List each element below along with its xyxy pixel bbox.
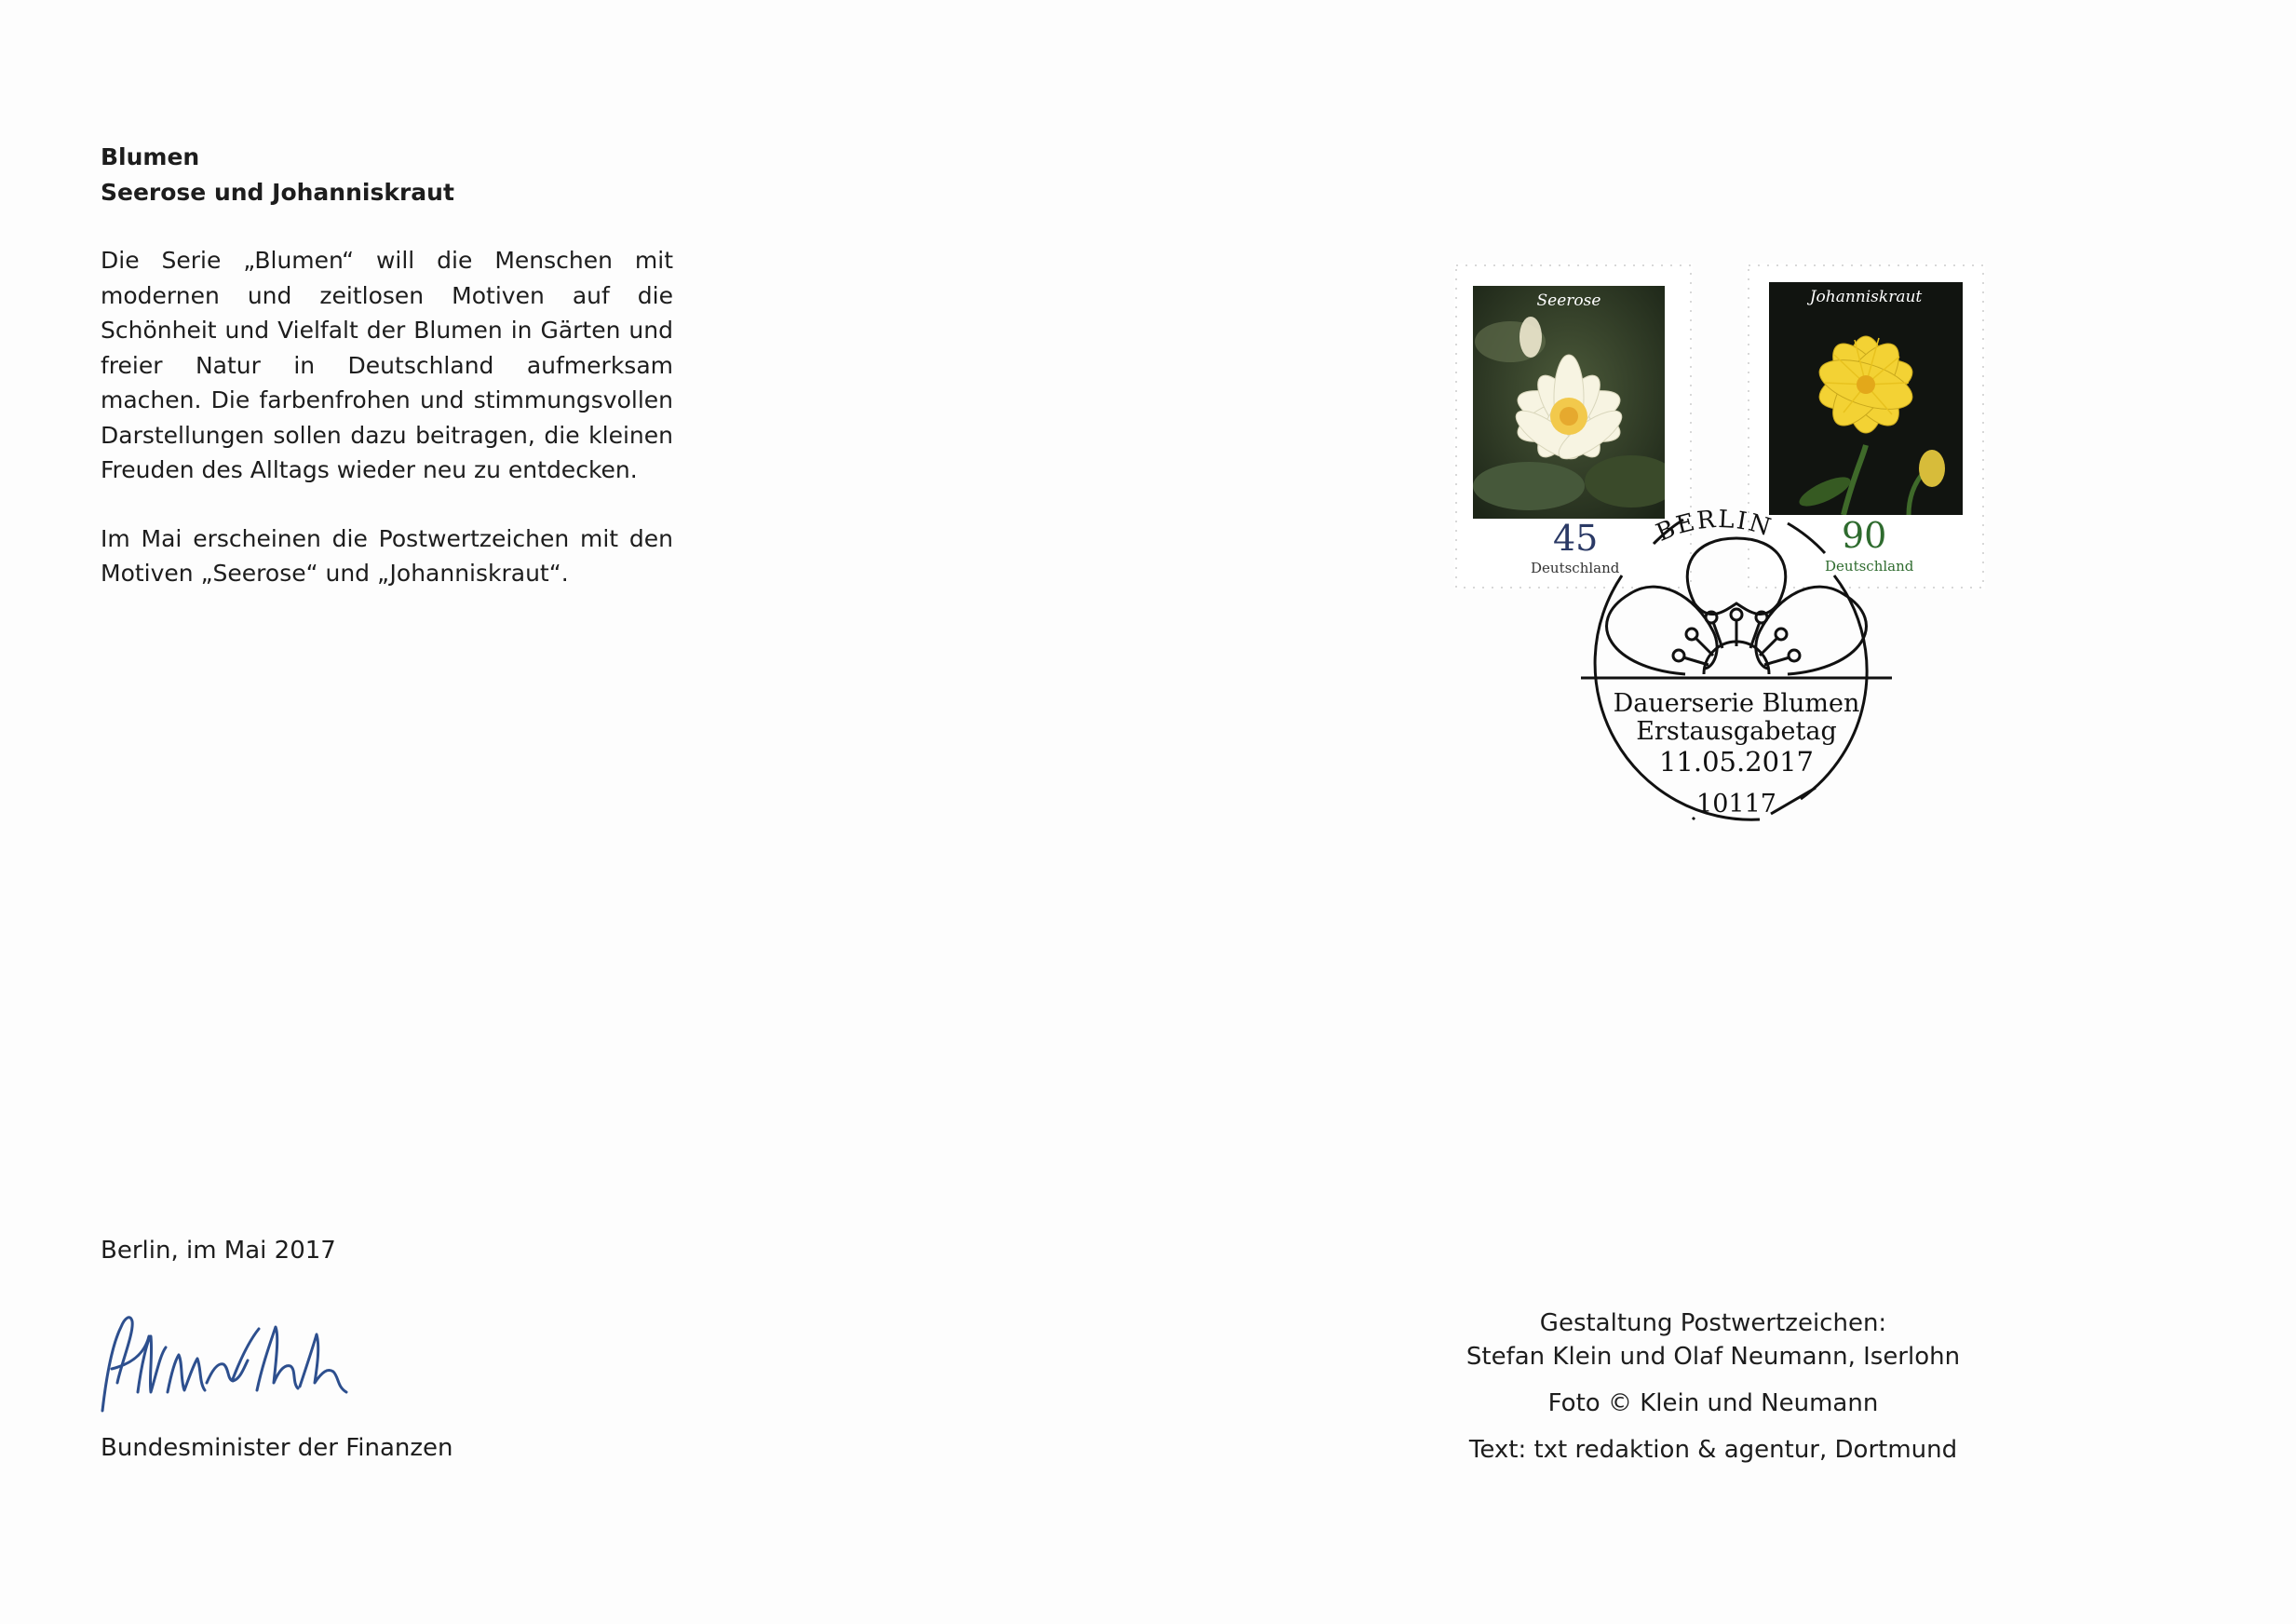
signature-image — [93, 1290, 410, 1420]
stamp-name-johanniskraut: Johanniskraut — [1809, 288, 1923, 306]
document-title: Blumen — [101, 143, 200, 170]
document-subtitle: Seerose und Johanniskraut — [101, 179, 454, 206]
stamp-country-johanniskraut: Deutschland — [1825, 558, 1914, 575]
stamp-name-seerose: Seerose — [1536, 291, 1601, 310]
seerose-picture — [1473, 286, 1665, 519]
postmark-city: BERLIN — [1652, 505, 1776, 548]
stamp-value-johanniskraut: 90 — [1842, 515, 1887, 556]
credits-designers: Stefan Klein und Olaf Neumann, Iserlohn — [1465, 1343, 1961, 1371]
postmark-date: 11.05.2017 — [1658, 746, 1815, 778]
credits-text: Text: txt redaktion & agentur, Dortmund — [1468, 1436, 1958, 1464]
postmark-postcode: 10117 — [1696, 790, 1776, 819]
postmark-series: Dauerserie Blumen — [1613, 689, 1860, 718]
place-date: Berlin, im Mai 2017 — [101, 1237, 336, 1265]
st-johns-wort-image — [1769, 282, 1963, 515]
postmark-first-day: Erstausgabetag — [1636, 717, 1837, 746]
credits-photo: Foto © Klein und Neumann — [1547, 1389, 1879, 1417]
letter-body — [101, 140, 673, 591]
johanniskraut-picture — [1769, 282, 1963, 515]
signatory-title: Bundesminister der Finanzen — [101, 1434, 453, 1462]
issue-paragraph: Im Mai erscheinen die Postwertzeichen mit den Motiven „Seerose“ und „Johanniskraut“. — [101, 524, 673, 587]
credits — [1452, 1306, 1974, 1467]
water-lily-image — [1473, 286, 1665, 519]
first-day-postmark — [1573, 492, 1899, 836]
stamp-country-seerose: Deutschland — [1531, 560, 1620, 576]
stamp-value-seerose: 45 — [1553, 518, 1599, 559]
intro-paragraph: Die Serie „Blumen“ will die Menschen mit modernen und zeitlosen Motiven auf die Schönheit und Vielfalt der Blumen in Gärten und freier Natur in Deutschland aufmerksam machen. Die farbenfrohen und stimmungsvollen Darstellungen sollen dazu beitragen, die kleinen Freuden des Alltags wieder neu zu entdecken. — [101, 247, 673, 483]
credits-design-label: Gestaltung Postwertzeichen: — [1539, 1309, 1887, 1337]
